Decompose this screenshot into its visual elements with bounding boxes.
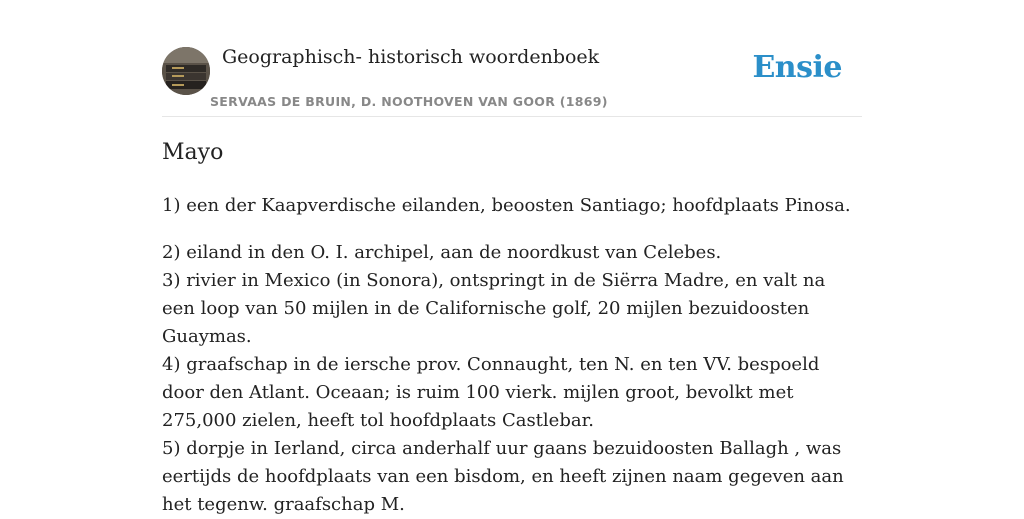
book-title[interactable]: Geographisch- historisch woordenboek — [222, 46, 600, 68]
entry-title: Mayo — [162, 140, 224, 165]
book-cover-icon — [162, 47, 210, 95]
page-container — [162, 0, 862, 515]
definition-line-4: 4) graafschap in de iersche prov. Connaught, ten N. en ten VV. bespoeld door den Atlant. Oceaan; is ruim 100 vierk. mijlen groot, bevolkt met 275,000 zielen, heeft tol hoofdplaats Castlebar. — [162, 354, 820, 431]
entry-definition — [162, 192, 862, 519]
definition-paragraph-1: 1) een der Kaapverdische eilanden, beoosten Santiago; hoofdplaats Pinosa. — [162, 195, 851, 216]
definition-paragraph-2 — [162, 239, 862, 519]
definition-line-5: 5) dorpje in Ierland, circa anderhalf uur gaans bezuidoosten Ballagh , was eertijds de hoofdplaats van een bisdom, en heeft zijnen naam gegeven aan het tegenw. graafschap M. — [162, 438, 844, 515]
definition-line-2: 2) eiland in den O. I. archipel, aan de noordkust van Celebes. — [162, 242, 722, 263]
definition-line-3: 3) rivier in Mexico (in Sonora), ontspringt in de Siërra Madre, en valt na een loop van 50 mijlen in de Californische golf, 20 mijlen bezuidoosten Guaymas. — [162, 270, 826, 347]
book-authors: SERVAAS DE BRUIN, D. NOOTHOVEN VAN GOOR (1869) — [210, 94, 608, 109]
ensie-logo-link[interactable]: Ensie — [752, 50, 842, 85]
book-cover-avatar[interactable] — [162, 47, 210, 95]
dictionary-header — [162, 0, 862, 117]
